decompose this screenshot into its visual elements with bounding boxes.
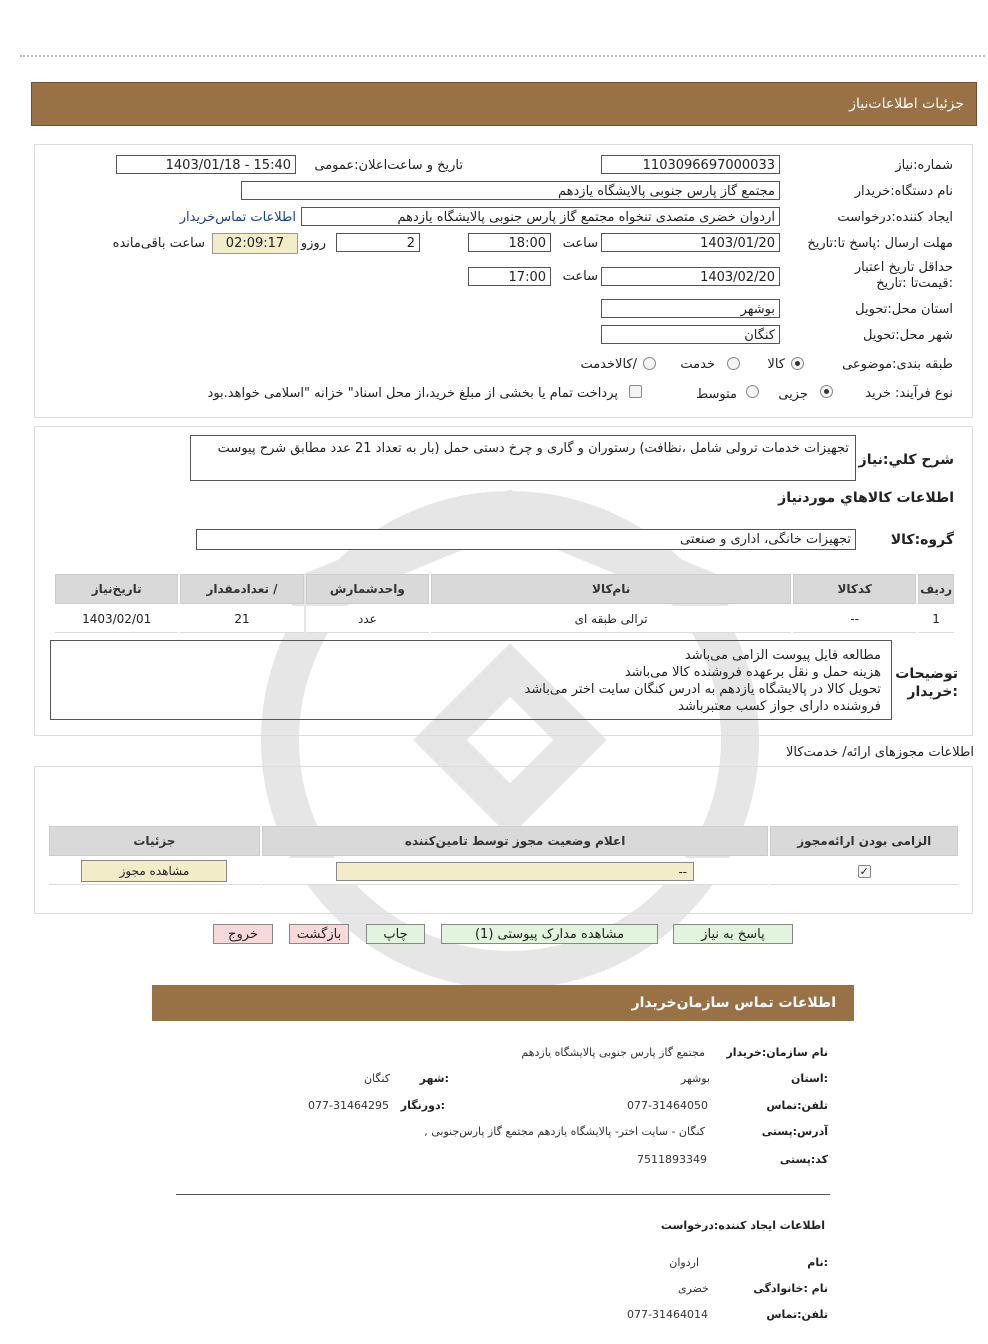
- cell-date: 1403/02/01: [55, 606, 178, 633]
- days-field: 2: [336, 233, 420, 252]
- permits-title: اطلاعات مجوزهای ارائه/ خدمت‌کالا: [785, 745, 974, 760]
- validity-time-label: ساعت: [562, 269, 598, 284]
- cell-permit-details: [49, 858, 260, 885]
- group-label: گروه:کالا: [890, 532, 954, 548]
- contact-province-value: بوشهر: [680, 1072, 710, 1085]
- buyer-org-label: نام دستگاه:خریدار: [854, 184, 953, 199]
- print-button[interactable]: چاپ: [366, 924, 425, 944]
- goods-table-header: [55, 574, 954, 604]
- col-name: نام‌کالا: [431, 574, 791, 604]
- category-service-label: خدمت: [680, 357, 715, 372]
- cell-code: --: [793, 606, 916, 633]
- exit-button[interactable]: خروج: [213, 924, 273, 944]
- announce-label: تاریخ و ساعت‌اعلان:عمومی: [314, 158, 463, 173]
- note-line: فروشنده دارای جواز کسب معتبرباشد: [678, 699, 881, 714]
- category-service-radio[interactable]: [727, 357, 740, 370]
- need-number-field: 1103096697000033: [601, 155, 780, 174]
- reply-button[interactable]: پاسخ به نیاز: [673, 924, 793, 944]
- note-line: هزینه حمل و نقل برعهده فروشنده کالا می‌باشد: [624, 665, 881, 680]
- cell-unit: عدد: [306, 606, 429, 633]
- contact-city-value: کنگان: [363, 1072, 390, 1085]
- top-divider: [20, 55, 985, 57]
- process-label: نوع فرآیند: خرید: [865, 386, 953, 401]
- deadline-time-label: ساعت: [562, 236, 598, 251]
- permits-table: [47, 824, 960, 887]
- permit-required-checkbox[interactable]: ✓: [859, 865, 869, 878]
- contact-province-label: :استان: [791, 1072, 828, 1085]
- contact-org-value: مجتمع گاز پارس جنوبی پالایشگاه یازدهم: [521, 1046, 705, 1059]
- cell-permit-status: [262, 858, 769, 885]
- process-partial-label: جزیی: [778, 387, 808, 402]
- validity-date-field: 1403/02/20: [601, 267, 780, 286]
- permits-table-header: [49, 826, 958, 856]
- back-button[interactable]: بازگشت: [289, 924, 349, 944]
- contact-header: [152, 985, 854, 1021]
- creator-name-value: اردوان: [669, 1256, 699, 1269]
- contact-address-label: آدرس:پستی: [761, 1125, 828, 1138]
- summary-box: [190, 435, 856, 481]
- creator-phone-label: تلفن:تماس: [766, 1308, 828, 1321]
- creator-name-label: :نام: [807, 1256, 828, 1269]
- attachments-button[interactable]: مشاهده مدارک پیوستی (1): [441, 924, 658, 944]
- page-header: [31, 82, 977, 126]
- creator-field: اردوان خضری متصدی تنخواه مجتمع گاز پارس جنوبی پالایشگاه یازدهم: [301, 207, 780, 226]
- creator-family-value: خضری: [677, 1282, 709, 1295]
- goods-table: [53, 572, 956, 635]
- col-qty: / تعدادمقدار: [180, 574, 303, 604]
- permit-status-field: --: [336, 862, 694, 881]
- need-number-label: شماره:نیاز: [895, 158, 953, 173]
- contact-postal-value: 7511893349: [637, 1153, 707, 1166]
- contact-phone-label: تلفن:تماس: [766, 1099, 828, 1112]
- contact-city-label: :شهر: [419, 1072, 449, 1085]
- deadline-date-field: 1403/01/20: [601, 233, 780, 252]
- goods-info-title: اطلاعات کالاهاي مورد‌نیاز: [778, 490, 954, 506]
- creator-info-title: اطلاعات ایجاد کننده:درخواست: [660, 1219, 825, 1232]
- page-title: جزئیات اطلاعات‌نیاز: [849, 96, 964, 112]
- remaining-label: ساعت باقی‌مانده: [112, 236, 205, 251]
- note-line: مطالعه فایل پیوست الزامی می‌باشد: [684, 648, 881, 663]
- deadline-time-field: 18:00: [468, 233, 551, 252]
- col-code: کدکالا: [793, 574, 916, 604]
- cell-permit-required: [770, 858, 958, 885]
- group-field: تجهیزات خانگی، اداری و صنعتی: [196, 529, 856, 550]
- contact-title: اطلاعات تماس سازمان‌خریدار: [631, 995, 836, 1011]
- process-medium-radio[interactable]: [746, 385, 759, 398]
- process-partial-radio[interactable]: [820, 385, 833, 398]
- contact-fax-value: 077-31464295: [308, 1099, 389, 1112]
- view-permit-button[interactable]: مشاهده مجوز: [81, 860, 227, 882]
- creator-phone-value: 077-31464014: [627, 1308, 708, 1321]
- table-row: [49, 858, 958, 885]
- category-goods-service-radio[interactable]: [643, 357, 656, 370]
- cell-name: ترالی طبقه ای: [431, 606, 791, 633]
- buyer-notes-box: [50, 640, 892, 720]
- contact-fax-label: :دورنگار: [400, 1099, 445, 1112]
- creator-family-label: نام :خانوادگی: [753, 1282, 828, 1295]
- category-goods-label: کالا: [767, 357, 785, 372]
- col-permit-status: اعلام وضعیت مجوز توسط تامین‌کننده: [262, 826, 769, 856]
- contact-postal-label: کد:پستی: [779, 1153, 828, 1166]
- col-permit-details: جزئیات: [49, 826, 260, 856]
- validity-time-field: 17:00: [468, 267, 551, 286]
- buyer-contact-link[interactable]: اطلاعات تماس‌خریدار: [179, 210, 296, 225]
- buyer-org-field: مجتمع گاز پارس جنوبی پالایشگاه یازدهم: [241, 181, 780, 200]
- contact-org-label: نام سازمان:خریدار: [726, 1046, 828, 1059]
- remaining-time: 02:09:17: [212, 233, 298, 254]
- col-permit-required: الزامی بودن ارائه‌مجوز: [770, 826, 958, 856]
- category-goods-service-label: /کالاخدمت: [580, 357, 637, 372]
- summary-text: تجهیزات خدمات ترولی شامل ،نظافت) رستوران و گاری و چرخ دستی حمل (بار به تعداد 21 عدد مطابق شرح پیوست: [217, 441, 849, 456]
- treasury-payment-checkbox[interactable]: [629, 385, 642, 398]
- col-row: ردیف: [918, 574, 954, 604]
- summary-label: شرح کلي:نیاز: [858, 452, 954, 468]
- announce-field: 1403/01/18 - 15:40: [116, 155, 296, 174]
- table-row: [55, 606, 954, 633]
- buyer-notes-label: توضیحات :خریدار: [895, 666, 958, 700]
- category-goods-radio[interactable]: [791, 357, 804, 370]
- category-label: طبقه بندی:موضوعی: [842, 357, 953, 372]
- process-medium-label: متوسط: [696, 387, 737, 402]
- col-unit: واحدشمارش: [306, 574, 429, 604]
- province-field: بوشهر: [601, 299, 780, 318]
- cell-qty: 21: [180, 606, 303, 633]
- col-date: تاریخ‌نیاز: [55, 574, 178, 604]
- city-label: شهر محل:تحویل: [863, 328, 953, 343]
- validity-label: حداقل تاریخ اعتبار :قیمت‌تا :تاریخ: [854, 260, 953, 291]
- province-label: استان محل:تحویل: [855, 302, 953, 317]
- city-field: کنگان: [601, 325, 780, 344]
- days-label: روزو: [300, 236, 326, 251]
- creator-label: ایجاد کننده:درخواست: [837, 210, 953, 225]
- contact-phone-value: 077-31464050: [627, 1099, 708, 1112]
- contact-address-value: کنگان - سایت اختر- پالایشگاه یازدهم مجتمع گاز پارس‌جنوبی ,: [424, 1125, 705, 1138]
- deadline-label: مهلت ارسال :پاسخ تا:تاریخ: [807, 236, 953, 251]
- contact-divider: [176, 1194, 830, 1195]
- cell-row: 1: [918, 606, 954, 633]
- treasury-payment-note: پرداخت تمام یا بخشی از مبلغ خرید،از محل اسناد" خزانه "اسلامی خواهد.بود: [207, 386, 618, 401]
- note-line: تحویل کالا در پالایشگاه یازدهم به ادرس کنگان سایت اختر می‌باشد: [524, 682, 881, 697]
